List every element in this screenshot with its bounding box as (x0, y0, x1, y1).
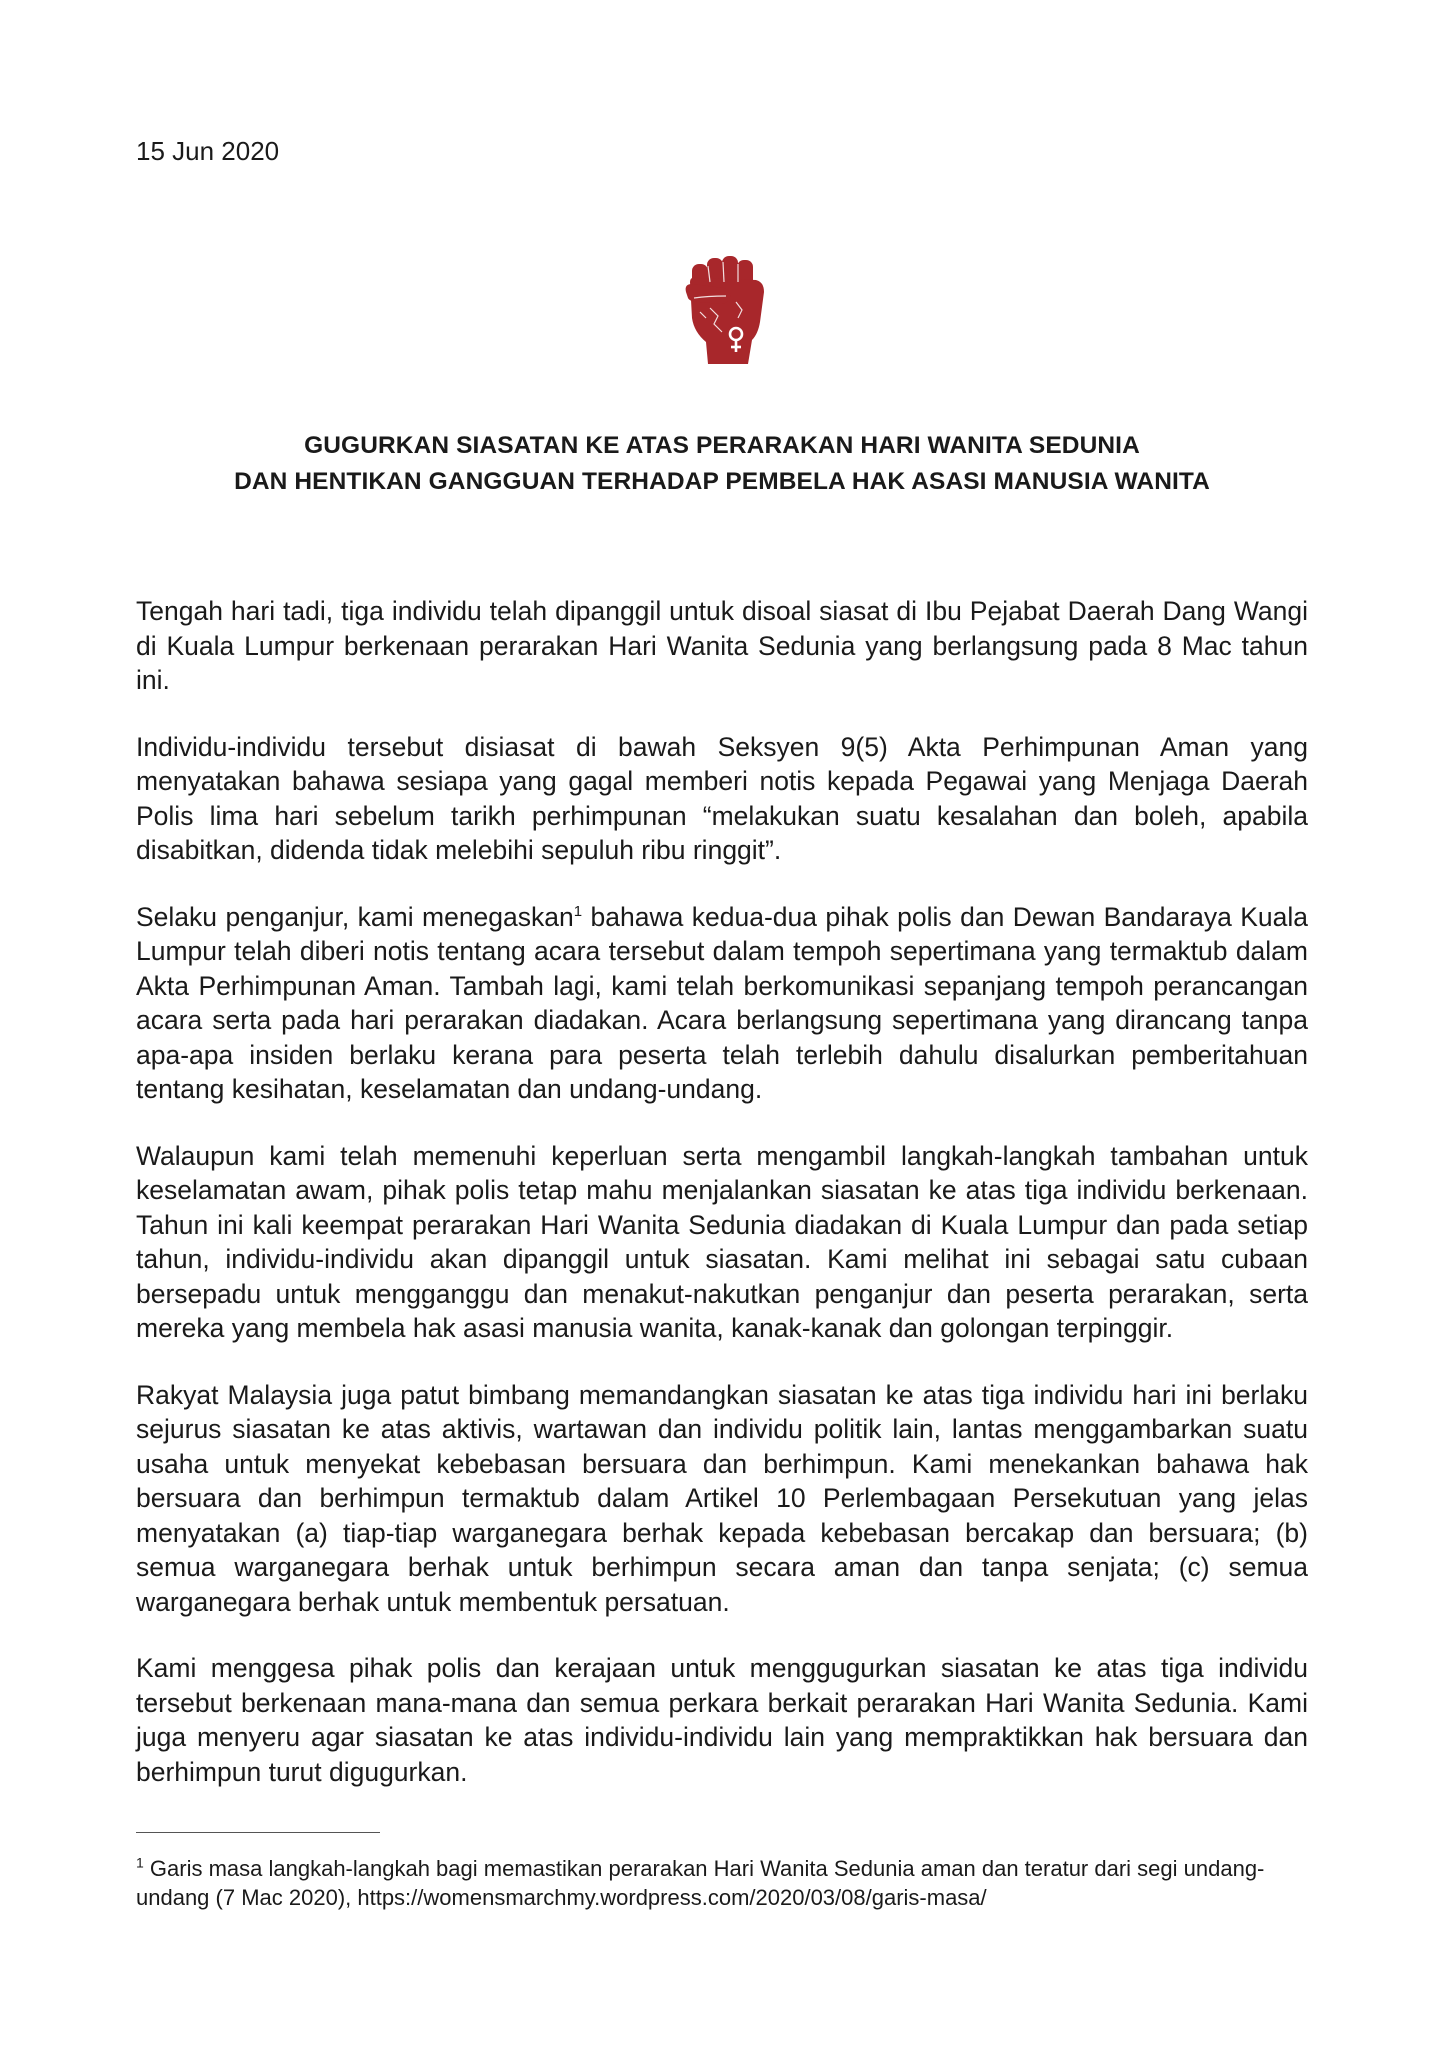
title-line-2: DAN HENTIKAN GANGGUAN TERHADAP PEMBELA HAK ASASI MANUSIA WANITA (234, 468, 1210, 495)
paragraph-5: Rakyat Malaysia juga patut bimbang memandangkan siasatan ke atas tiga individu hari ini berlaku sejurus siasatan ke atas aktivis, wartawan dan individu politik lain, lantas menggambarkan suatu usaha untuk menyekat kebebasan bersuara dan berhimpun. Kami menekankan bahawa hak bersuara dan berhimpun termaktub dalam Artikel 10 Perlembagaan Persekutuan yang jelas menyatakan (a) tiap-tiap warganegara berhak kepada kebebasan bercakap dan bersuara; (b) semua warganegara berhak untuk berhimpun secara aman dan tanpa senjata; (c) semua warganegara berhak untuk membentuk persatuan. (136, 1379, 1308, 1617)
footnote-divider (136, 1832, 380, 1833)
paragraph-1: Tengah hari tadi, tiga individu telah dipanggil untuk disoal siasat di Ibu Pejabat Daerah Dang Wangi di Kuala Lumpur berkenaan perarakan Hari Wanita Sedunia yang berlangsung pada 8 Mac tahun ini. (136, 596, 1308, 695)
paragraph-3-end: bahawa kedua-dua pihak polis dan Dewan Bandaraya Kuala Lumpur telah diberi notis tentang acara tersebut dalam tempoh sepertimana yang termaktub dalam Akta Perhimpunan Aman. Tambah lagi, kami telah berkomunikasi sepanjang tempoh perancangan acara serta pada hari perarakan diadakan. Acara berlangsung sepertimana yang dirancang tanpa apa-apa insiden berlaku kerana para peserta telah terlebih dahulu disalurkan pemberitahuan tentang kesihatan, keselamatan dan undang-undang. (136, 901, 1308, 1104)
paragraph-3-start: Selaku penganjur, kami menegaskan (136, 901, 574, 932)
footnote (136, 1854, 1308, 1912)
paragraph-6: Kami menggesa pihak polis dan kerajaan untuk menggugurkan siasatan ke atas tiga individu tersebut berkenaan mana-mana dan semua perkara berkait perarakan Hari Wanita Sedunia. Kami juga menyeru agar siasatan ke atas individu-individu lain yang mempraktikkan hak bersuara dan berhimpun turut digugurkan. (136, 1653, 1308, 1787)
title-line-1: GUGURKAN SIASATAN KE ATAS PERARAKAN HARI WANITA SEDUNIA (304, 432, 1140, 459)
footnote-number: 1 (136, 1854, 144, 1871)
date: 15 Jun 2020 (136, 136, 280, 166)
paragraph-4: Walaupun kami telah memenuhi keperluan serta mengambil langkah-langkah tambahan untuk keselamatan awam, pihak polis tetap mahu menjalankan siasatan ke atas tiga individu berkenaan. Tahun ini kali keempat perarakan Hari Wanita Sedunia diadakan di Kuala Lumpur dan pada setiap tahun, individu-individu akan dipanggil untuk siasatan. Kami melihat ini sebagai satu cubaan bersepadu untuk mengganggu dan menakut-nakutkan penganjur dan peserta perarakan, serta mereka yang membela hak asasi manusia wanita, kanak-kanak dan golongan terpinggir. (136, 1140, 1308, 1343)
body-text (136, 594, 1308, 1821)
raised-fist-venus-icon (680, 252, 774, 368)
footnote-reference: 1 (573, 902, 583, 920)
footnote-text: Garis masa langkah-langkah bagi memastikan perarakan Hari Wanita Sedunia aman dan teratur dari segi undang-undang (7 Mac 2020), https://womensmarchmy.wordpress.com/2020/03/08/garis-masa/ (136, 1856, 1265, 1910)
paragraph-2: Individu-individu tersebut disiasat di bawah Seksyen 9(5) Akta Perhimpunan Aman yang menyatakan bahawa sesiapa yang gagal memberi notis kepada Pegawai yang Menjaga Daerah Polis lima hari sebelum tarikh perhimpunan “melakukan suatu kesalahan dan boleh, apabila disabitkan, didenda tidak melebihi sepuluh ribu ringgit”. (136, 731, 1308, 865)
paragraph-3 (136, 900, 1308, 1107)
press-release-title (136, 428, 1308, 500)
